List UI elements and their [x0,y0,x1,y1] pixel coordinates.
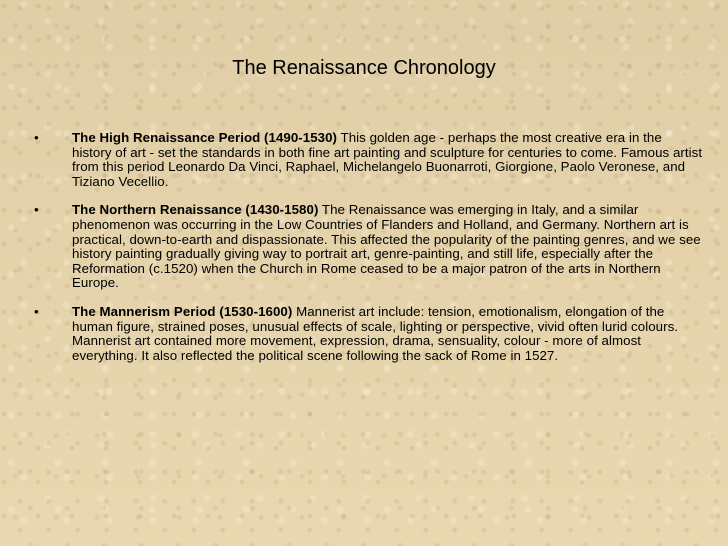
bullet-heading: The Mannerism Period (1530-1600) [72,303,293,319]
bullet-text: Mannerist art include: tension, emotionalism, elongation of the human figure, strained poses, unusual effects of scale, lighting or perspective, vivid often lurid colours. Mannerist art contained more movement, expression, drama, sensuality, colour - more of almost everything. It also reflected the political scene following the sack of Rome in 1527. [72,303,679,363]
bullet-list [34,131,704,377]
bullet-heading: The High Renaissance Period (1490-1530) [72,130,338,145]
bullet-dot-icon: • [34,202,39,218]
bullet-item-northern-renaissance [34,203,704,291]
bullet-heading: The Northern Renaissance (1430-1580) [72,202,319,218]
bullet-text: This golden age - perhaps the most creative era in the history of art - set the standards in both fine art painting and sculpture for centuries to come. Famous artist from this period Leonardo Da Vinci, Raphael, Michelangelo Buonarroti, Giorgione, Paolo Veronese, and Tiziano Vecellio. [72,130,703,189]
bullet-text: The Renaissance was emerging in Italy, and a similar phenomenon was occurring in the Low Countries of Flanders and Holland, and Germany. Northern art is practical, down-to-earth and dispassionate. This affected the popularity of the painting genres, and we see history painting gradually giving way to portrait art, genre-painting, and still life, especially after the Reformation (c.1520) when the Church in Rome ceased to be a major patron of the arts in Northern Europe. [72,202,701,291]
bullet-item-mannerism [34,305,704,363]
bullet-item-high-renaissance [34,131,704,189]
bullet-dot-icon: • [34,303,39,319]
slide-title: The Renaissance Chronology [232,57,496,79]
bullet-dot-icon: • [34,130,39,145]
